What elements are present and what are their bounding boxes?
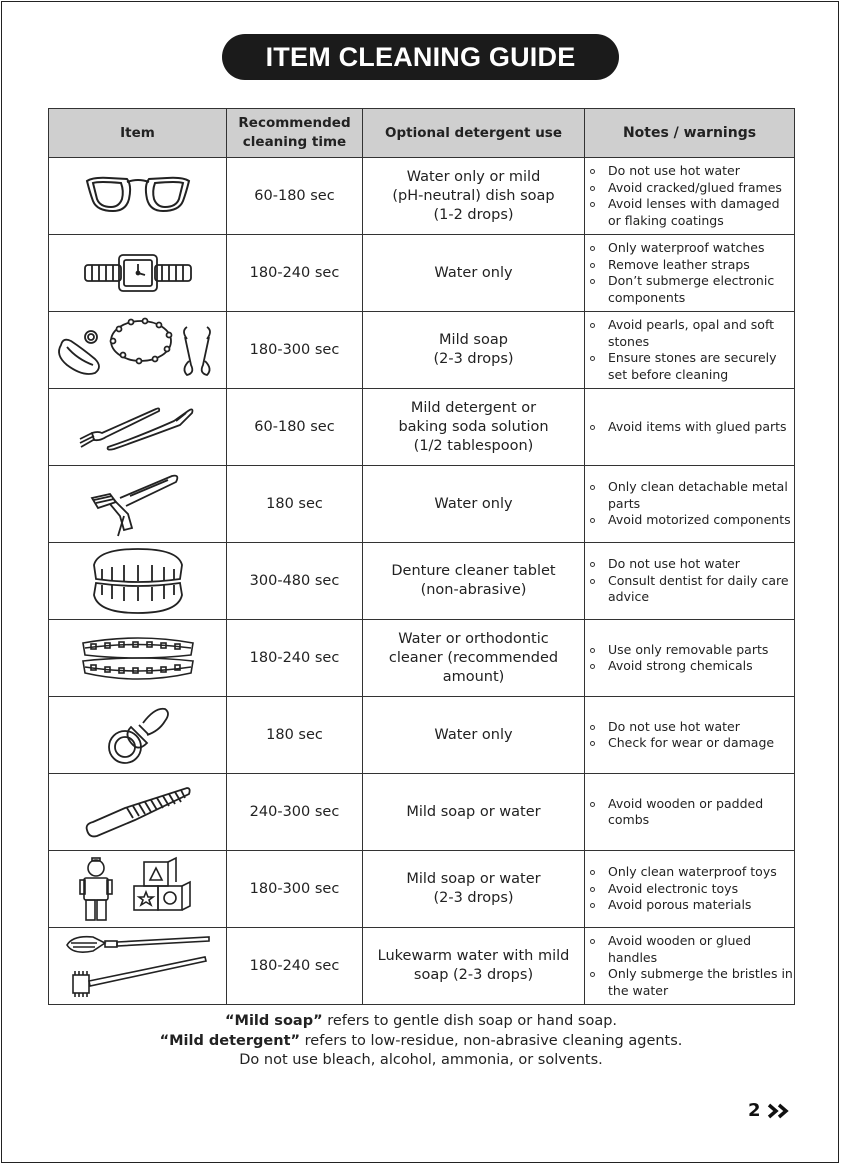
table-row — [49, 697, 795, 774]
detergent-line: (pH-neutral) dish soap — [392, 187, 555, 204]
table-row — [49, 235, 795, 312]
cleaning-time-cell: 180-240 sec — [227, 928, 363, 1005]
cleaning-time-cell: 60-180 sec — [227, 158, 363, 235]
note-item: Do not use hot water — [608, 163, 794, 180]
detergent-line: Mild detergent or — [410, 399, 537, 416]
notes-list — [585, 719, 794, 752]
detergent-line: Mild soap — [439, 332, 508, 348]
watch-icon — [49, 251, 226, 295]
glasses-icon — [49, 171, 226, 221]
note-item: Only clean detachable metal parts — [608, 479, 794, 512]
notes-list — [585, 479, 794, 529]
notes-cell — [585, 774, 795, 851]
detergent-cell — [363, 235, 585, 312]
table-row — [49, 543, 795, 620]
table-row — [49, 312, 795, 389]
note-item: Only waterproof watches — [608, 240, 794, 257]
dentures-icon — [49, 545, 226, 617]
table-row — [49, 466, 795, 543]
detergent-cell — [363, 774, 585, 851]
detergent-line: baking soda solution — [398, 418, 549, 435]
table-row — [49, 774, 795, 851]
detergent-line: Water only — [434, 726, 513, 743]
note-item: Consult dentist for daily care advice — [608, 573, 794, 606]
page-number-block — [748, 1100, 793, 1121]
detergent-line: (2-3 drops) — [433, 890, 514, 906]
header-item: Item — [49, 109, 227, 158]
footer-line-3: Do not use bleach, alcohol, ammonia, or solvents. — [239, 1052, 603, 1068]
detergent-line: (1/2 tablespoon) — [413, 437, 534, 454]
item-cell — [49, 466, 227, 543]
header-time — [227, 109, 363, 158]
item-cell — [49, 312, 227, 389]
footer-notes — [0, 1012, 842, 1071]
detergent-line: cleaner (recommended — [388, 649, 559, 666]
item-cell — [49, 235, 227, 312]
cutlery-icon — [49, 403, 226, 451]
cleaning-time-cell: 180-240 sec — [227, 620, 363, 697]
razor-icon — [49, 470, 226, 538]
notes-list — [585, 864, 794, 914]
detergent-cell — [363, 389, 585, 466]
detergent-line: Water only or mild — [406, 168, 541, 185]
item-cell — [49, 851, 227, 928]
footer-def-mild-soap: refers to gentle dish soap or hand soap. — [322, 1013, 618, 1029]
note-item: Avoid porous materials — [608, 897, 794, 914]
notes-cell — [585, 158, 795, 235]
detergent-line: Mild soap or water — [406, 871, 541, 887]
detergent-line: amount) — [442, 668, 505, 685]
notes-list — [585, 163, 794, 229]
notes-cell — [585, 697, 795, 774]
footer-def-mild-detergent: refers to low-residue, non-abrasive cleaning agents. — [300, 1032, 683, 1049]
detergent-line: soap (2-3 drops) — [413, 967, 534, 983]
note-item: Avoid cracked/glued frames — [608, 180, 794, 197]
detergent-cell — [363, 851, 585, 928]
note-item: Avoid items with glued parts — [608, 419, 794, 436]
braces-icon — [49, 633, 226, 683]
notes-cell — [585, 235, 795, 312]
header-time-line2: cleaning time — [242, 134, 347, 150]
table-row — [49, 620, 795, 697]
detergent-cell — [363, 620, 585, 697]
table-header-row — [49, 109, 795, 158]
notes-list — [585, 642, 794, 675]
header-detergent: Optional detergent use — [363, 109, 585, 158]
note-item: Avoid motorized components — [608, 512, 794, 529]
table-row — [49, 158, 795, 235]
detergent-line: (1-2 drops) — [433, 206, 514, 223]
detergent-line: (2-3 drops) — [433, 351, 514, 367]
detergent-cell — [363, 697, 585, 774]
note-item: Check for wear or damage — [608, 735, 794, 752]
item-cell — [49, 389, 227, 466]
cleaning-time-cell: 300-480 sec — [227, 543, 363, 620]
notes-list — [585, 240, 794, 306]
detergent-line: Water only — [434, 495, 513, 512]
notes-list — [585, 556, 794, 606]
notes-list — [585, 796, 794, 829]
footer-line-1 — [0, 1012, 842, 1032]
footer-line-2 — [0, 1032, 842, 1052]
header-notes: Notes / warnings — [585, 109, 795, 158]
detergent-line: Water or orthodontic — [398, 630, 549, 647]
detergent-line: Mild soap or water — [406, 803, 541, 820]
note-item: Ensure stones are securely set before cleaning — [608, 350, 794, 383]
header-time-line1: Recommended — [238, 115, 351, 131]
notes-cell — [585, 543, 795, 620]
note-item: Remove leather straps — [608, 257, 794, 274]
cleaning-time-cell: 240-300 sec — [227, 774, 363, 851]
table-row — [49, 928, 795, 1005]
notes-list — [585, 317, 794, 383]
note-item: Avoid wooden or glued handles — [608, 933, 794, 966]
note-item: Don’t submerge electronic components — [608, 273, 794, 306]
note-item: Use only removable parts — [608, 642, 794, 659]
cleaning-table — [48, 108, 795, 1005]
cleaning-time-cell: 60-180 sec — [227, 389, 363, 466]
detergent-cell — [363, 466, 585, 543]
toys-icon — [49, 856, 226, 922]
note-item: Only submerge the bristles in the water — [608, 966, 793, 998]
notes-cell — [585, 389, 795, 466]
table-row — [49, 851, 795, 928]
notes-cell — [585, 928, 795, 1005]
double-chevron-right-icon[interactable] — [767, 1103, 793, 1119]
page-number: 2 — [748, 1100, 761, 1121]
comb-icon — [49, 784, 226, 840]
detergent-line: Lukewarm water with mild — [377, 948, 570, 964]
note-item: Avoid strong chemicals — [608, 658, 794, 675]
detergent-line: Denture cleaner tablet — [391, 563, 556, 579]
note-item: Avoid pearls, opal and soft stones — [608, 317, 794, 350]
note-item: Avoid wooden or padded combs — [608, 796, 794, 829]
cleaning-time-cell: 180-300 sec — [227, 851, 363, 928]
detergent-cell — [363, 928, 585, 1005]
notes-cell — [585, 620, 795, 697]
notes-cell — [585, 312, 795, 389]
notes-cell — [585, 466, 795, 543]
item-cell — [49, 774, 227, 851]
note-item: Avoid electronic toys — [608, 881, 794, 898]
item-cell — [49, 928, 227, 1005]
footer-term-mild-detergent: “Mild detergent” — [159, 1032, 301, 1049]
detergent-cell — [363, 312, 585, 389]
note-item: Do not use hot water — [608, 556, 794, 573]
footer-term-mild-soap: “Mild soap” — [224, 1013, 323, 1029]
item-cell — [49, 543, 227, 620]
item-cell — [49, 158, 227, 235]
detergent-cell — [363, 543, 585, 620]
note-item: Do not use hot water — [608, 719, 794, 736]
brushes-icon — [49, 931, 226, 1001]
note-item: Only clean waterproof toys — [608, 864, 794, 881]
detergent-line: Water only — [434, 264, 513, 281]
cleaning-time-cell: 180 sec — [227, 466, 363, 543]
jewelry-icon — [49, 315, 226, 385]
notes-cell — [585, 851, 795, 928]
item-cell — [49, 697, 227, 774]
detergent-line: (non-abrasive) — [420, 582, 527, 598]
page-title: ITEM CLEANING GUIDE — [265, 41, 576, 72]
item-cell — [49, 620, 227, 697]
title-banner — [222, 34, 619, 80]
table-row — [49, 389, 795, 466]
detergent-cell — [363, 158, 585, 235]
pacifier-icon — [49, 701, 226, 769]
cleaning-time-cell: 180-240 sec — [227, 235, 363, 312]
cleaning-time-cell: 180-300 sec — [227, 312, 363, 389]
notes-list — [585, 419, 794, 436]
notes-list — [585, 933, 794, 999]
cleaning-time-cell: 180 sec — [227, 697, 363, 774]
note-item: Avoid lenses with damaged or flaking coatings — [608, 196, 794, 229]
